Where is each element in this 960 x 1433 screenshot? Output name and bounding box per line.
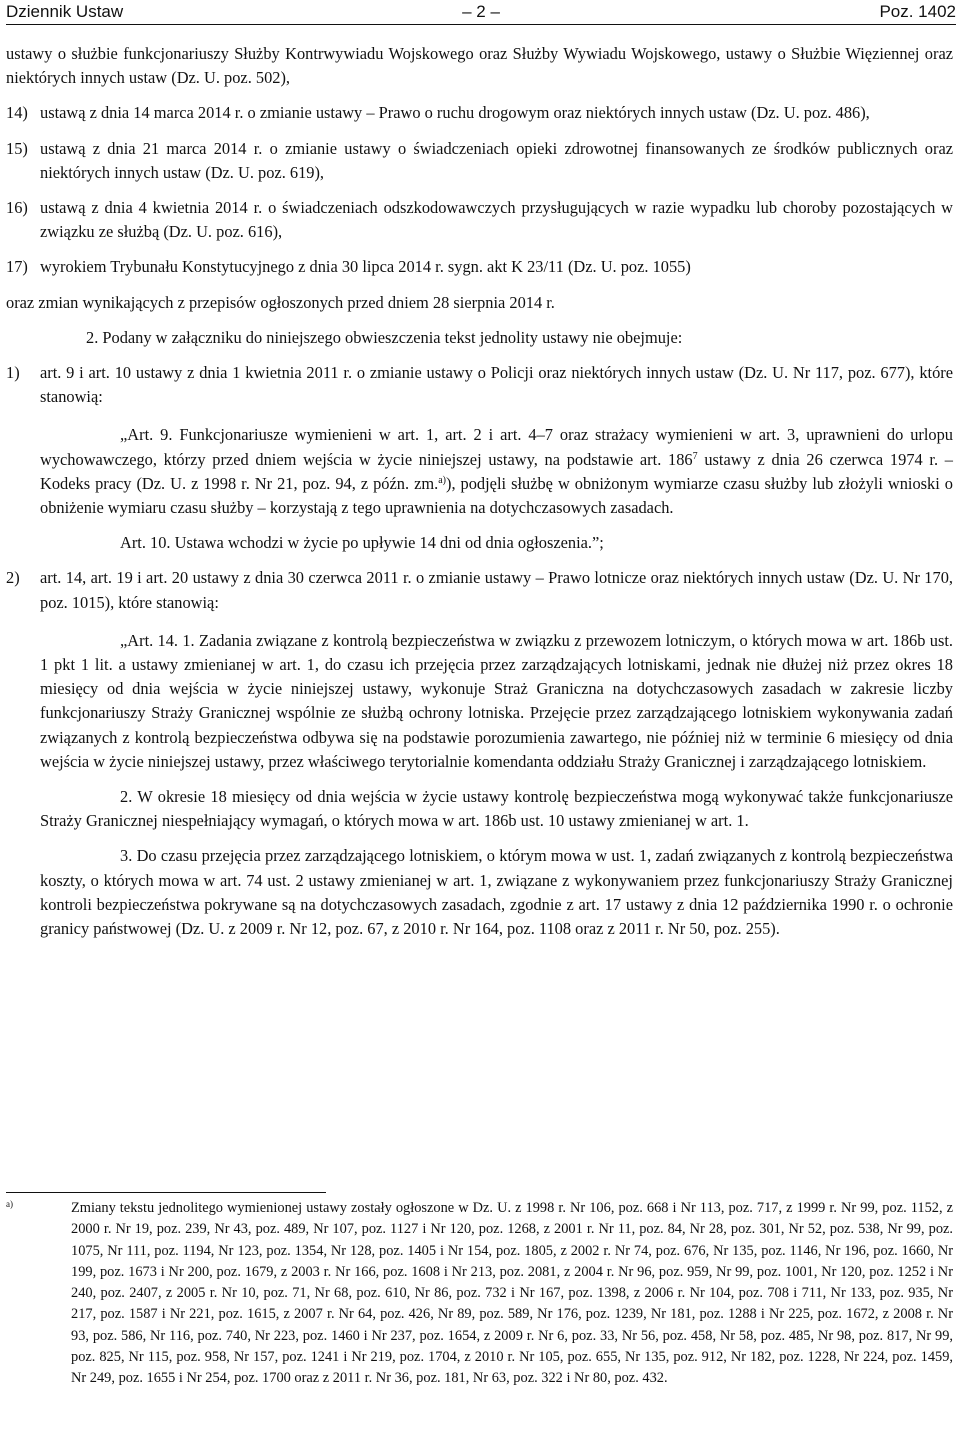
list-item-text: ustawą z dnia 21 marca 2014 r. o zmianie ustawy o świadczeniach opieki zdrowotnej finansowanych ze środków publicznych oraz niektórych innych ustaw (Dz. U. poz. 619), — [40, 138, 953, 182]
list-item-text: art. 9 i art. 10 ustawy z dnia 1 kwietnia 2011 r. o zmianie ustawy o Policji oraz niektórych innych ustaw (Dz. U. Nr 117, poz. 677), które stanowią: — [40, 363, 953, 407]
list-item-body — [40, 361, 953, 555]
list-item-text: wyrokiem Trybunału Konstytucyjnego z dnia 30 lipca 2014 r. sygn. akt K 23/11 (Dz. U. poz. 1055) — [40, 257, 691, 277]
quote-text: ), podjęli służbę w obniżonym wymiarze czasu służby lub złożyli wnioski o obniżenie wymiaru czasu służby – korzystają z tego uprawnienia na dotychczasowych zasadach. — [40, 473, 953, 518]
list-item — [6, 255, 953, 279]
list-item-text: ustawą z dnia 14 marca 2014 r. o zmianie ustawy – Prawo o ruchu drogowym oraz niektórych innych ustaw (Dz. U. poz. 486), — [40, 103, 870, 123]
footnote-reference: a) — [438, 474, 446, 486]
quoted-article-10: Art. 10. Ustawa wchodzi w życie po upływie 14 dni od dnia ogłoszenia.”; — [120, 533, 604, 553]
journal-title: Dziennik Ustaw — [6, 2, 124, 21]
footnote-mark: a) — [6, 1199, 13, 1209]
list-item — [6, 137, 953, 185]
page-header — [6, 2, 956, 25]
list-item — [6, 196, 953, 244]
footnote — [6, 1198, 953, 1390]
list-item-number: 17) — [6, 257, 28, 277]
quoted-article-14-ust-2: 2. W okresie 18 miesięcy od dnia wejścia w życie ustawy kontrolę bezpieczeństwa mogą wykonywać także funkcjonariusze Straży Granicznej niespełniający wymagań, o których mowa w art. 186b ust. 10 ustawy zmienianej w art. 1. — [40, 787, 953, 831]
list-item — [6, 101, 953, 125]
exclusion-item-1 — [6, 361, 953, 555]
quoted-article-14-ust-3: 3. Do czasu przejęcia przez zarządzającego lotniskiem, o którym mowa w ust. 1, zadań związanych z kontrolą bezpieczeństwa koszty, o których mowa w art. 74 ust. 2 ustawy zmienianej w art. 1, związane z wykonywaniem przez funkcjonariuszy Straży Granicznej kontroli bezpieczeństwa pokrywane są na dotychczasowych zasadach, zgodnie z art. 17 ustawy z dnia 12 października 1990 r. o ochronie granicy państwowej (Dz. U. z 2009 r. Nr 12, poz. 67, z 2010 r. Nr 164, poz. 1108 oraz z 2011 r. Nr 50, poz. 255). — [40, 846, 953, 939]
list-item-text: ustawą z dnia 4 kwietnia 2014 r. o świadczeniach odszkodowawczych przysługujących w razie wypadku lub choroby pozostających w związku ze służbą (Dz. U. poz. 616), — [40, 198, 953, 242]
closing-paragraph: oraz zmian wynikających z przepisów ogłoszonych przed dniem 28 sierpnia 2014 r. — [6, 292, 555, 312]
quoted-article-9 — [40, 423, 953, 520]
list-item-number: 2) — [6, 568, 20, 588]
section-2-paragraph: 2. Podany w załączniku do niniejszego obwieszczenia tekst jednolity ustawy nie obejmuje: — [86, 327, 683, 347]
list-item-text: art. 14, art. 19 i art. 20 ustawy z dnia 30 czerwca 2011 r. o zmianie ustawy – Prawo lotnicze oraz niektórych innych ustaw (Dz. U. Nr 170, poz. 1015), które stanowią: — [40, 568, 953, 612]
quote-text: „Art. 9. Funkcjonariusze wymienieni w art. 1, art. 2 i art. 4–7 oraz strażacy wymienieni w art. 3, uprawnieni do urlopu wychowawczego, którzy przed dniem wejścia w życie niniejszej ustawy, na podstawie art. 186 — [40, 425, 953, 469]
exclusion-item-2 — [6, 566, 953, 941]
list-item-body — [40, 566, 953, 941]
intro-paragraph: ustawy o służbie funkcjonariuszy Służby Kontrwywiadu Wojskowego oraz Służby Wywiadu Wojskowego, ustawy o Służbie Więziennej oraz niektórych innych ustaw (Dz. U. poz. 502), — [6, 44, 953, 88]
quote-text: ustawy z dnia 26 czerwca 1974 r. – Kodeks pracy (Dz. U. z 1998 r. Nr 21, poz. 94, z późn. zm. — [40, 449, 954, 493]
page-number: – 2 – — [462, 2, 500, 21]
list-item-number: 15) — [6, 138, 28, 158]
footnote-text: Zmiany tekstu jednolitego wymienionej ustawy zostały ogłoszone w Dz. U. z 1998 r. Nr 106, poz. 668 i Nr 113, poz. 717, z 1999 r. Nr 99, poz. 1152, z 2000 r. Nr 19, poz. 239, Nr 43, poz. 489, Nr 107, poz. 1127 i Nr 120, poz. 1268, z 2001 r. Nr 11, poz. 84, Nr 28, poz. 301, Nr 52, poz. 538, Nr 99, poz. 1075, Nr 111, poz. 1194, Nr 123, poz. 1354, Nr 128, poz. 1405 i Nr 154, poz. 1805, z 2002 r. Nr 74, poz. 676, Nr 135, poz. 1146, Nr 196, poz. 1660, Nr 199, poz. 1673 i Nr 200, poz. 1679, z 2003 r. Nr 166, poz. 1608 i Nr 213, poz. 2081, z 2004 r. Nr 96, poz. 959, Nr 99, poz. 1001, Nr 120, poz. 1252 i Nr 240, poz. 2407, z 2005 r. Nr 10, poz. 71, Nr 68, poz. 610, Nr 86, poz. 732 i Nr 167, poz. 1398, z 2006 r. Nr 104, poz. 708 i 711, Nr 133, poz. 935, Nr 217, poz. 1587 i Nr 221, poz. 1615, z 2007 r. Nr 64, poz. 426, Nr 89, poz. 589, Nr 176, poz. 1239, Nr 181, poz. 1288 i Nr 225, poz. 1672, z 2008 r. Nr 93, poz. 586, Nr 116, poz. 740, Nr 223, poz. 1460 i Nr 237, poz. 1654, z 2009 r. Nr 6, poz. 33, Nr 56, poz. 458, Nr 58, poz. 485, Nr 98, poz. 817, Nr 99, poz. 825, Nr 115, poz. 958, Nr 157, poz. 1241 i Nr 219, poz. 1704, z 2010 r. Nr 105, poz. 655, Nr 135, poz. 912, Nr 182, poz. 1228, Nr 224, poz. 1459, Nr 249, poz. 1655 i Nr 254, poz. 1700 oraz z 2011 r. Nr 36, poz. 181, Nr 63, poz. 322 i Nr 80, poz. 432. — [71, 1200, 953, 1387]
superscript: 7 — [692, 450, 698, 462]
position-number: Poz. 1402 — [879, 2, 956, 21]
main-text — [6, 42, 953, 952]
quoted-article-14-ust-1: „Art. 14. 1. Zadania związane z kontrolą bezpieczeństwa w związku z przewozem lotniczym, o których mowa w art. 186b ust. 1 pkt 1 lit. a ustawy zmienianej w art. 1, do czasu ich przejęcia przez zarządzających lotniskami, jednak nie dłużej niż przez okres 18 miesięcy od dnia wejścia w życie niniejszej ustawy, wykonuje Straż Graniczna na dotychczasowych zasadach w zakresie liczby funkcjonariuszy Straży Granicznej wspólnie ze służbą ochrony lotniska. Przejęcie przez zarządzającego lotniskiem wykonywania zadań związanych z kontrolą bezpieczeństwa odbywa się na podstawie porozumienia zawartego, nie później niż w terminie 6 miesięcy od dnia wejścia w życie niniejszej ustawy, przez właściwego terytorialnie komendanta oddziału Straży Granicznej i zarządzającego lotniskiem. — [40, 630, 953, 771]
footnote-divider — [6, 1192, 326, 1193]
list-item-number: 16) — [6, 198, 28, 218]
list-item-number: 1) — [6, 363, 20, 383]
list-item-number: 14) — [6, 103, 28, 123]
